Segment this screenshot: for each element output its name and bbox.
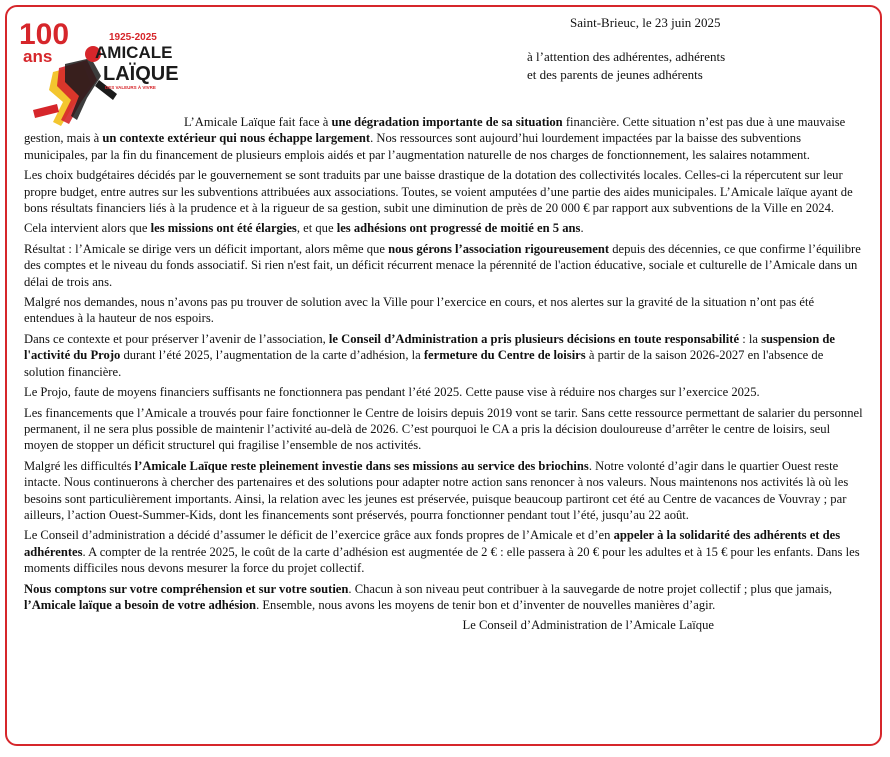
text-run: Le Conseil d’administration a décidé d’assumer le déficit de l’exercice grâce aux fonds propres de l’Amicale et d’en (24, 528, 614, 543)
text-run: depuis des décennies, ce que confirme l’équilibre des comptes et le niveau du fonds associatif. Si rien n'est fait, un déficit récurrent menace la pérennité de l'action éducative, sociale et culturelle de l’Amicale dans un délai de trois ans. (24, 241, 861, 289)
paragraph (24, 294, 864, 327)
signature: Le Conseil d’Administration de l’Amicale Laïque (462, 618, 714, 633)
letter-body (24, 114, 864, 634)
bold-text-run: nous gérons l’association rigoureusement (388, 241, 610, 256)
attention-line-1: à l’attention des adhérentes, adhérents (527, 49, 726, 64)
paragraph (24, 220, 864, 236)
text-run: Malgré les difficultés (24, 458, 135, 473)
text-run: . A compter de la rentrée 2025, le coût de la carte d’adhésion est augmentée de 2 € : elle passera à 20 € pour les adultes et à 15 € pour les enfants. Dans les moments difficiles nous devons mesurer la force du projet collectif. (24, 544, 860, 576)
paragraph (24, 241, 864, 290)
bold-text-run: suspension de l'activité du Projo (24, 331, 835, 363)
paragraph (24, 167, 864, 216)
text-run: : la (739, 331, 762, 346)
paragraph-list (24, 114, 864, 613)
paragraph (24, 405, 864, 454)
text-run: Cela intervient alors que (24, 221, 151, 236)
bold-text-run: une dégradation importante de sa situation (331, 115, 563, 129)
paragraph (24, 458, 864, 524)
text-run: . Notre volonté d’agir dans le quartier Ouest reste intacte. Nous continuerons à chercher des partenaires et des solutions pour adapter notre action sans renoncer à nos valeurs. Nous maintenons nos activités là où les besoins sont particulièrement importants. Ainsi, la relation avec les jeunes est préservée, puisque beaucoup partiront cet été au Centre de vacances de Vouvray ; par ailleurs, l’action Ouest-Summer-Kids, dont les financements sont préservés, pourra fonctionner pendant tout l’été, jusqu’au 22 août. (24, 458, 849, 522)
bold-text-run: le Conseil d’Administration a pris plusieurs décisions en toute responsabilité (328, 331, 740, 346)
bold-text-run: les adhésions ont progressé de moitié en 5 ans (336, 221, 581, 236)
text-run: Malgré nos demandes, nous n’avons pas pu trouver de solution avec la Ville pour l’exercice en cours, et nos alertes sur la gravité de la situation n’ont pas été entendues à la hauteur de nos espoirs. (24, 295, 815, 326)
text-run: L’Amicale Laïque fait face à (184, 115, 332, 129)
paragraph (24, 527, 864, 576)
place-date: Saint-Brieuc, le 23 juin 2025 (570, 15, 721, 30)
paragraph (24, 581, 864, 614)
text-run: Résultat : l’Amicale se dirige vers un déficit important, alors même que (24, 241, 389, 256)
text-run: . (580, 221, 584, 236)
bold-text-run: l’Amicale laïque a besoin de votre adhésion (24, 597, 257, 612)
bold-text-run: appeler à la solidarité des adhérents et des adhérentes (24, 528, 841, 559)
logo-anniversary: 100 (19, 18, 70, 51)
paragraph (24, 331, 864, 380)
letter-header (527, 14, 867, 84)
text-run: . Ensemble, nous avons les moyens de tenir bon et d’inventer de nouvelles manières d’agir. (256, 597, 716, 612)
bold-text-run: Nous comptons sur votre compréhension et sur votre soutien (24, 581, 349, 596)
logo-name-line2: LAÏQUE (103, 63, 179, 85)
bold-text-run: l’Amicale Laïque reste pleinement investie dans ses missions au service des briochins (134, 458, 589, 473)
paragraph (24, 114, 864, 163)
logo-name-line1: AMICALE (95, 43, 173, 62)
attention-line-2: et des parents de jeunes adhérents (527, 67, 703, 82)
text-run: Dans ce contexte et pour préserver l’avenir de l’association, (24, 331, 329, 346)
text-run: . Nos ressources sont aujourd’hui lourdement impactées par la baisse des subventions municipales, par la fin du financement de plusieurs emplois aidés et par l’augmentation naturelle de nos charges de fonctionnement, les salaires notamment. (24, 131, 810, 162)
text-run: Les financements que l’Amicale a trouvés pour faire fonctionner le Centre de loisirs depuis 2019 vont se tarir. Sans cette ressource permettant de salarier du personnel permanent, il ne sera plus possible de maintenir l’activité au-delà de 2026. C’est pourquoi le CA a pris la décision douloureuse d’arrêter le centre de loisirs, seul moyen de stopper un déficit structurel qui fragilise l’ensemble de nos activités. (24, 405, 863, 453)
text-run: durant l’été 2025, l’augmentation de la carte d’adhésion, la (120, 348, 424, 363)
text-run: Le Projo, faute de moyens financiers suffisants ne fonctionnera pas pendant l’été 2025. Cette pause vise à réduire nos charges sur l’exercice 2025. (24, 385, 760, 400)
logo-tagline: DES VALEURS À VIVRE (105, 85, 156, 90)
text-run: . Chacun à son niveau peut contribuer à la sauvegarde de notre projet collectif ; plus que jamais, (348, 581, 833, 596)
logo-anniversary-unit: ans (23, 47, 53, 66)
paragraph (24, 384, 864, 400)
text-run: à partir de la saison 2026-2027 en l'absence de solution financière. (24, 348, 824, 379)
bold-text-run: un contexte extérieur qui nous échappe largement (102, 131, 371, 146)
bold-text-run: les missions ont été élargies (150, 221, 297, 236)
logo-years: 1925-2025 (109, 32, 157, 43)
text-run: financière. Cette situation n’est pas due à une mauvaise gestion, mais à (24, 115, 846, 146)
text-run: , et que (296, 221, 337, 236)
text-run: Les choix budgétaires décidés par le gouvernement se sont traduits par une baisse drastique de la dotation des collectivités locales. Celles-ci la répercutent sur leur propre budget, entre autres sur les subventions attribuées aux associations. Toutes, se voient amputées d’une partie des aides municipales. L’Amicale laïque ayant de bons résultats financiers liés à la prudence et à la rigueur de sa gestion, subit une diminution de près de 20 000 € par rapport aux subventions de la Ville en 2024. (24, 168, 853, 216)
bold-text-run: fermeture du Centre de loisirs (423, 348, 586, 363)
